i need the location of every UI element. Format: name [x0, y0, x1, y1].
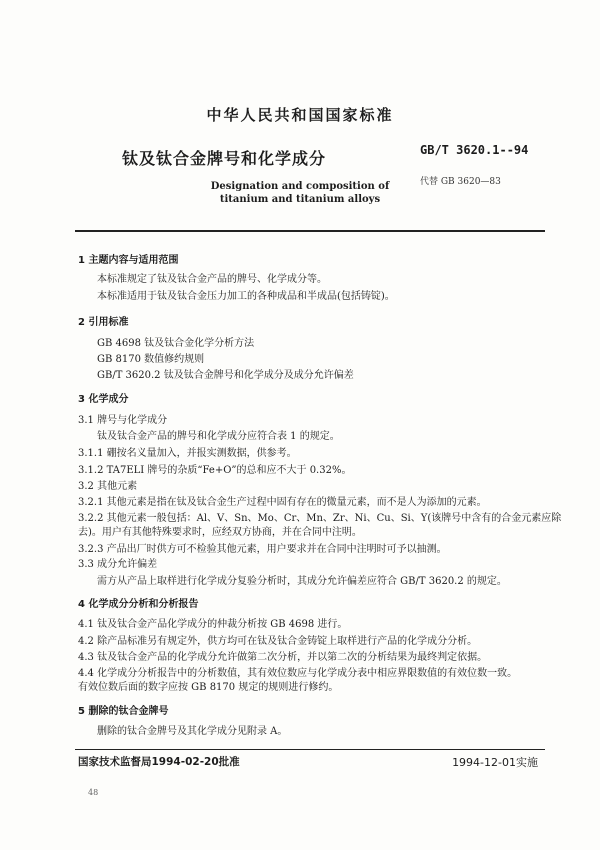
implementation-date: 1994-12-01实施: [452, 756, 538, 769]
clause-3-1: 3.1 牌号与化学成分: [78, 415, 168, 426]
clause-3-2-2-line2: 去)。用户有其他特殊要求时，应经双方协商，并在合同中注明。: [78, 527, 362, 538]
standard-number: GB/T 3620.1--94: [420, 143, 529, 157]
clause-3-2-1: 3.2.1 其他元素是指在钛及钛合金生产过程中固有存在的微量元素，而不是人为添加的元素。: [78, 497, 487, 508]
section-1-para-2: 本标准适用于钛及钛合金压力加工的各种成品和半成品(包括铸锭)。: [97, 291, 395, 302]
approval-date: 国家技术监督局1994-02-20批准: [78, 756, 240, 768]
reference-gb8170: GB 8170 数值修约规则: [97, 354, 205, 365]
clause-4-4-line2: 有效位数后面的数字应按 GB 8170 规定的规则进行修约。: [78, 682, 339, 693]
title-english-line1: Designation and composition of: [210, 181, 390, 192]
section-1-heading: 1 主题内容与适用范围: [78, 255, 179, 266]
clause-3-1-2: 3.1.2 TA7ELI 牌号的杂质“Fe+O”的总和应不大于 0.32%。: [78, 465, 352, 476]
title-english-line2: titanium and titanium alloys: [219, 194, 381, 205]
clause-3-2-2-line1: 3.2.2 其他元素一般包括：Al、V、Sn、Mo、Cr、Mn、Zr、Ni、Cu、Si、Y(该牌号中含有的合金元素应除: [78, 513, 562, 524]
clause-3-2-3: 3.2.3 产品出厂时供方可不检验其他元素，用户要求并在合同中注明时可予以抽测。: [78, 544, 447, 555]
clause-3-3-para: 需方从产品上取样进行化学成分复验分析时，其成分允许偏差应符合 GB/T 3620.2 的规定。: [97, 576, 507, 587]
clause-3-3: 3.3 成分允许偏差: [78, 559, 158, 570]
clause-3-1-para: 钛及钛合金产品的牌号和化学成分应符合表 1 的规定。: [97, 431, 340, 442]
section-4-heading: 4 化学成分分析和分析报告: [78, 599, 199, 610]
clause-4-3: 4.3 钛及钛合金产品的化学成分允许做第二次分析，并以第二次的分析结果为最终判定依据。: [78, 652, 488, 663]
reference-gb4698: GB 4698 钛及钛合金化学分析方法: [97, 338, 255, 349]
clause-4-4-line1: 4.4 化学成分分析报告中的分析数值，其有效位数应与化学成分表中相应界限数值的有效位数一致。: [78, 668, 518, 679]
clause-4-2: 4.2 除产品标准另有规定外，供方均可在钛及钛合金铸锭上取样进行产品的化学成分分析。: [78, 636, 478, 647]
clause-3-1-1: 3.1.1 硼按名义量加入，并报实测数据，供参考。: [78, 448, 297, 459]
section-5-heading: 5 删除的钛合金牌号: [78, 706, 169, 717]
section-1-para-1: 本标准规定了钛及钛合金产品的牌号、化学成分等。: [97, 274, 327, 285]
section-2-heading: 2 引用标准: [78, 317, 129, 328]
clause-3-2: 3.2 其他元素: [78, 481, 138, 492]
section-5-para: 删除的钛合金牌号及其化学成分见附录 A。: [97, 726, 288, 737]
national-standard-heading: 中华人民共和国国家标准: [206, 106, 394, 124]
section-3-heading: 3 化学成分: [78, 394, 129, 405]
replaces-standard: 代替 GB 3620—83: [420, 177, 501, 187]
reference-gbt3620-2: GB/T 3620.2 钛及钛合金牌号和化学成分及成分允许偏差: [97, 370, 354, 381]
document-title: 钛及钛合金牌号和化学成分: [122, 149, 327, 168]
header-rule: [75, 230, 545, 232]
clause-4-1: 4.1 钛及钛合金产品化学成分的仲裁分析按 GB 4698 进行。: [78, 619, 348, 630]
page-number: 48: [88, 788, 99, 797]
footer-rule: [75, 749, 545, 750]
